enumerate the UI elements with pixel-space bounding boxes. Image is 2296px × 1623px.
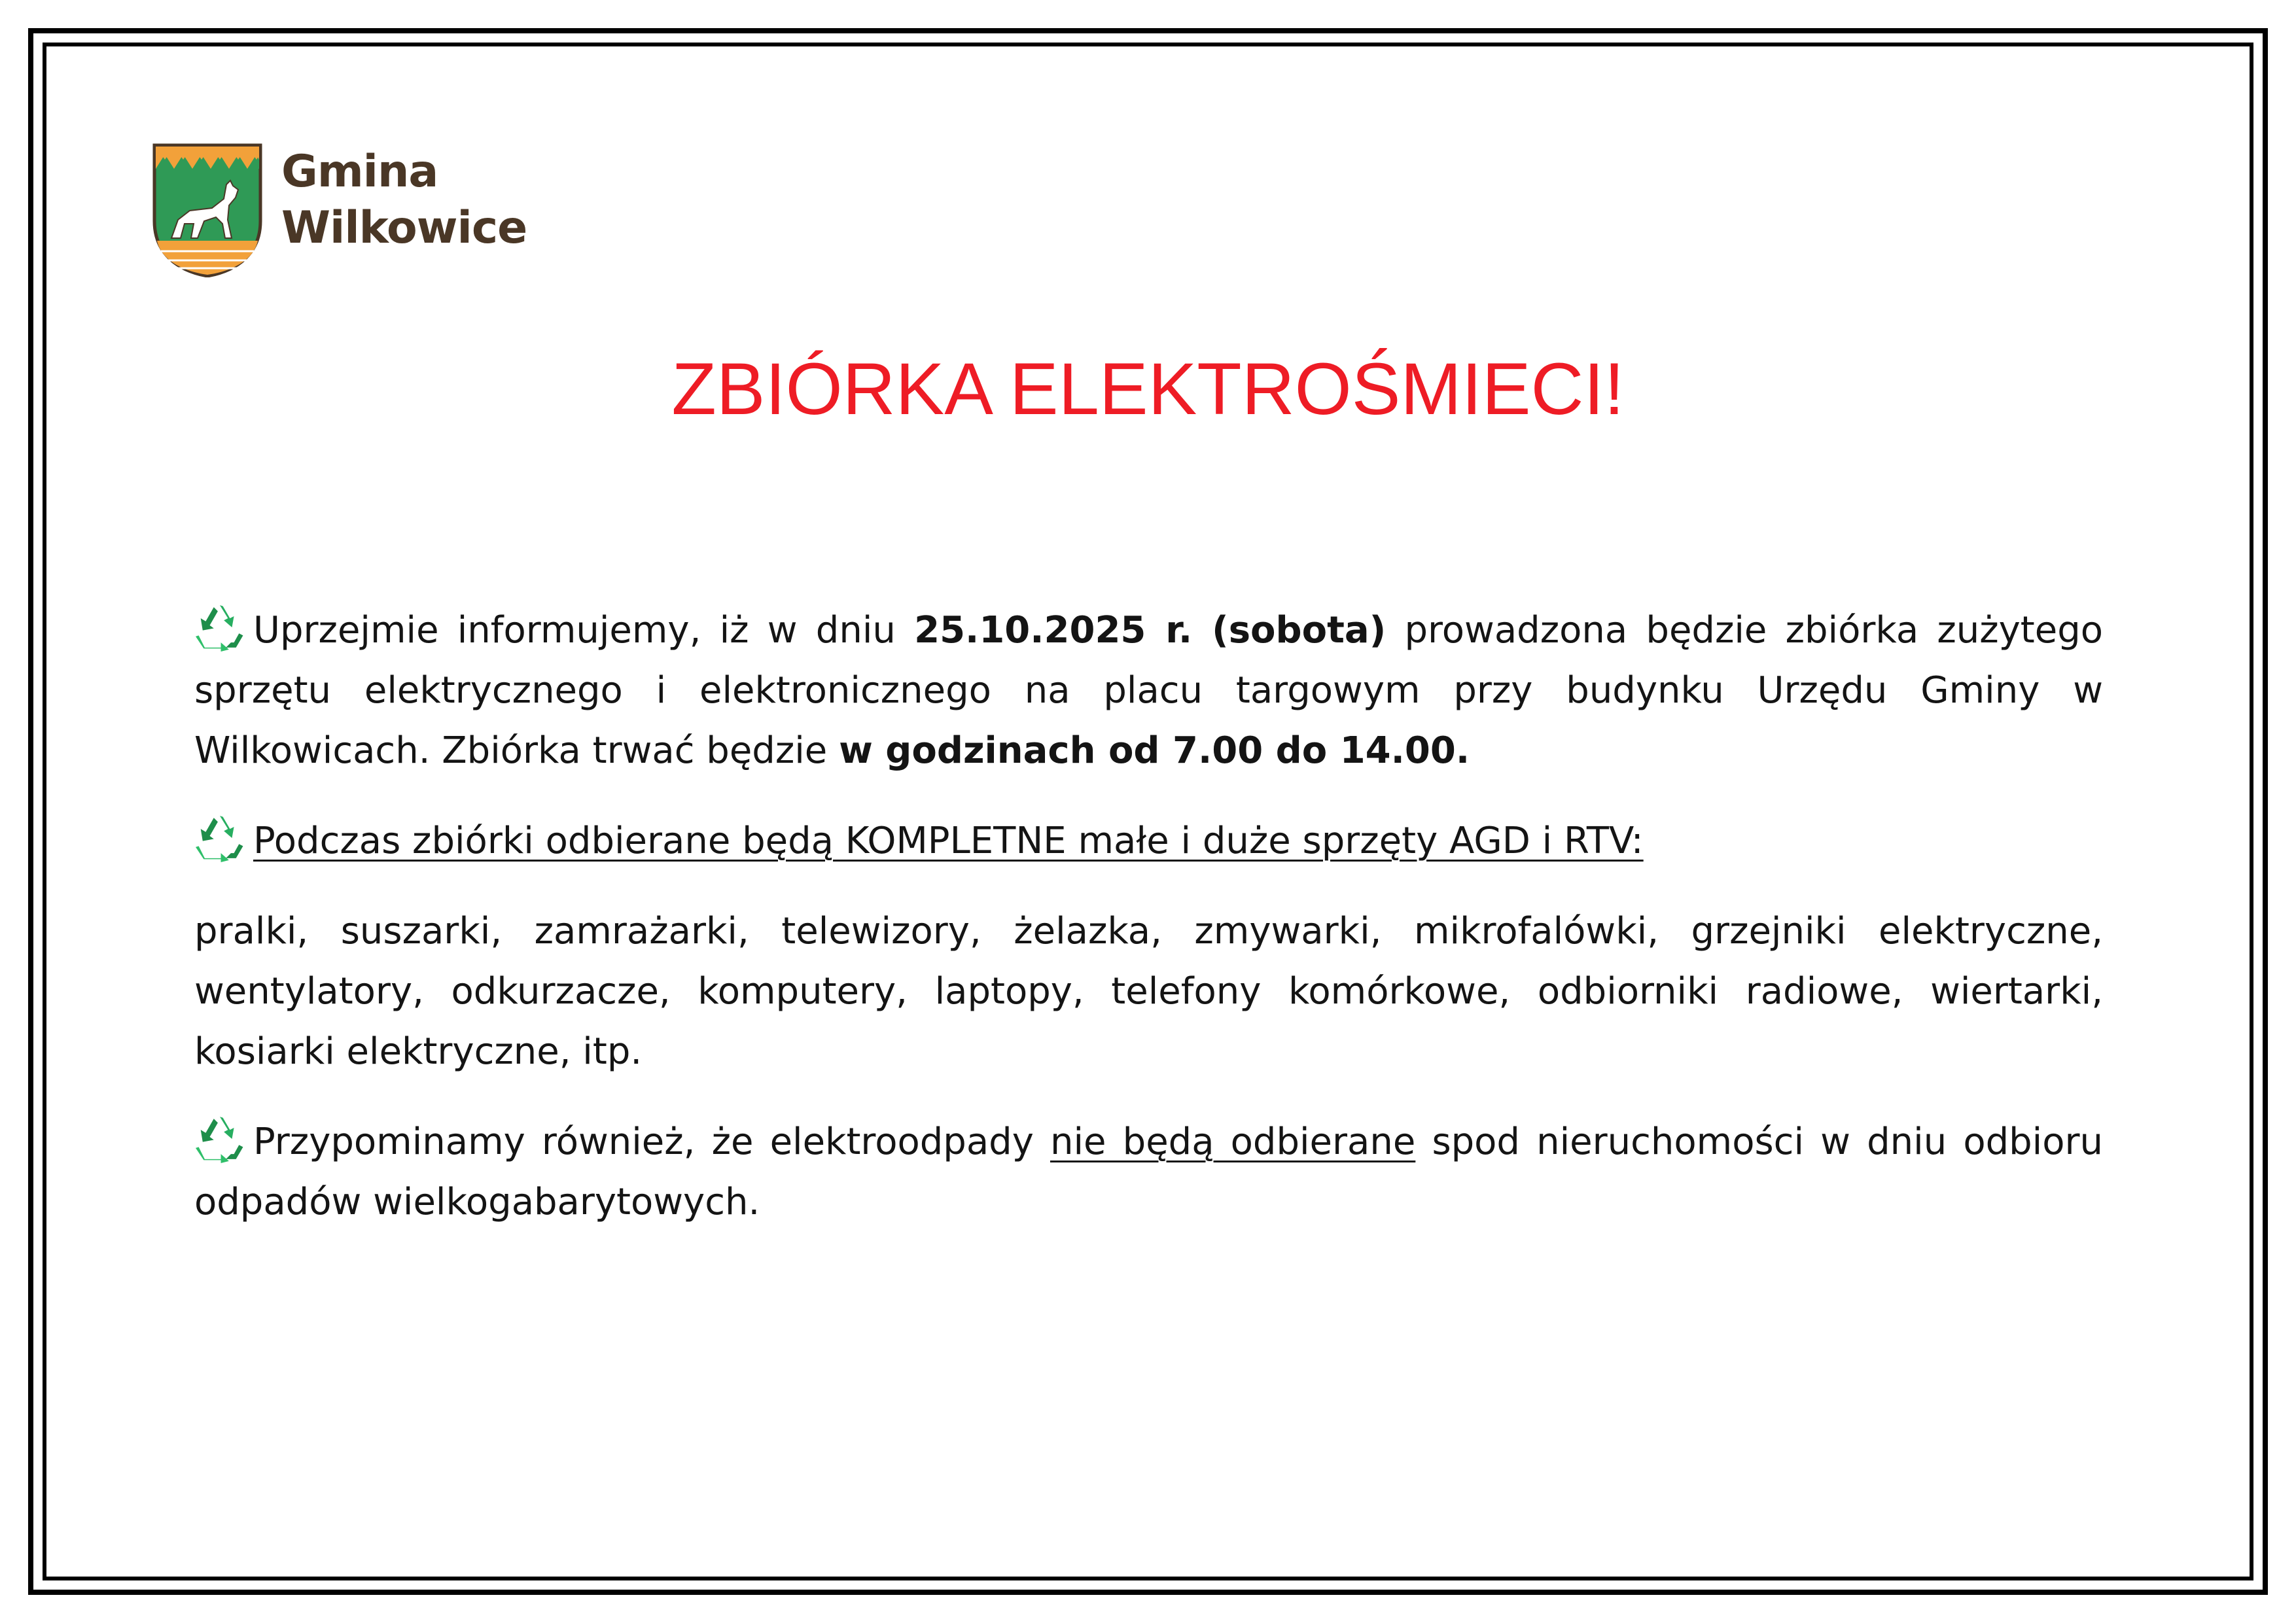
recycle-icon [194, 814, 245, 862]
recycle-icon [194, 603, 245, 652]
page-title: ZBIÓRKA ELEKTROŚMIECI! [671, 348, 1625, 430]
paragraph-reminder [194, 1112, 2103, 1232]
paragraph-accepted-items-heading [194, 811, 2103, 871]
wolf-crest-icon [152, 143, 263, 277]
collection-date: 25.10.2025 r. (sobota) [914, 609, 1386, 652]
logo-line-gmina: Gmina [281, 146, 438, 198]
announcement-body [194, 601, 2103, 1263]
recycle-icon [194, 1115, 245, 1163]
gmina-logo [152, 143, 571, 277]
collection-hours: w godzinach od 7.00 do 14.00. [839, 729, 1470, 772]
accepted-items-heading: Podczas zbiórki odbierane będą KOMPLETNE małe i duże sprzęty AGD i RTV: [253, 820, 1644, 862]
not-collected-emphasis: nie będą odbierane [1050, 1121, 1416, 1163]
paragraph-date-info [194, 601, 2103, 781]
logo-wordmark [281, 144, 527, 256]
logo-line-wilkowice: Wilkowice [281, 202, 527, 254]
paragraph-items-list: pralki, suszarki, zamrażarki, telewizory, żelazka, zmywarki, mikrofalówki, grzejniki elektryczne, wentylatory, odkurzacze, komputery, laptopy, telefony komórkowe, odbiorniki radiowe, wiertarki, kosiarki elektryczne, itp. [194, 910, 2103, 1073]
p1-text-middle: prowadzona będzie zbiórka zużytego sprzętu elektrycznego i elektronicznego na placu targowym przy budynku Urzędu Gminy w Wilkowicach. Zbiórka trwać będzie [194, 609, 2103, 772]
p4-text-start: Przypominamy również, że elektroodpady [253, 1121, 1050, 1163]
p1-text-start: Uprzejmie informujemy, iż w dniu [253, 609, 915, 652]
p4-text-end: spod nieruchomości w dniu odbioru odpadów wielkogabarytowych. [194, 1121, 2104, 1223]
